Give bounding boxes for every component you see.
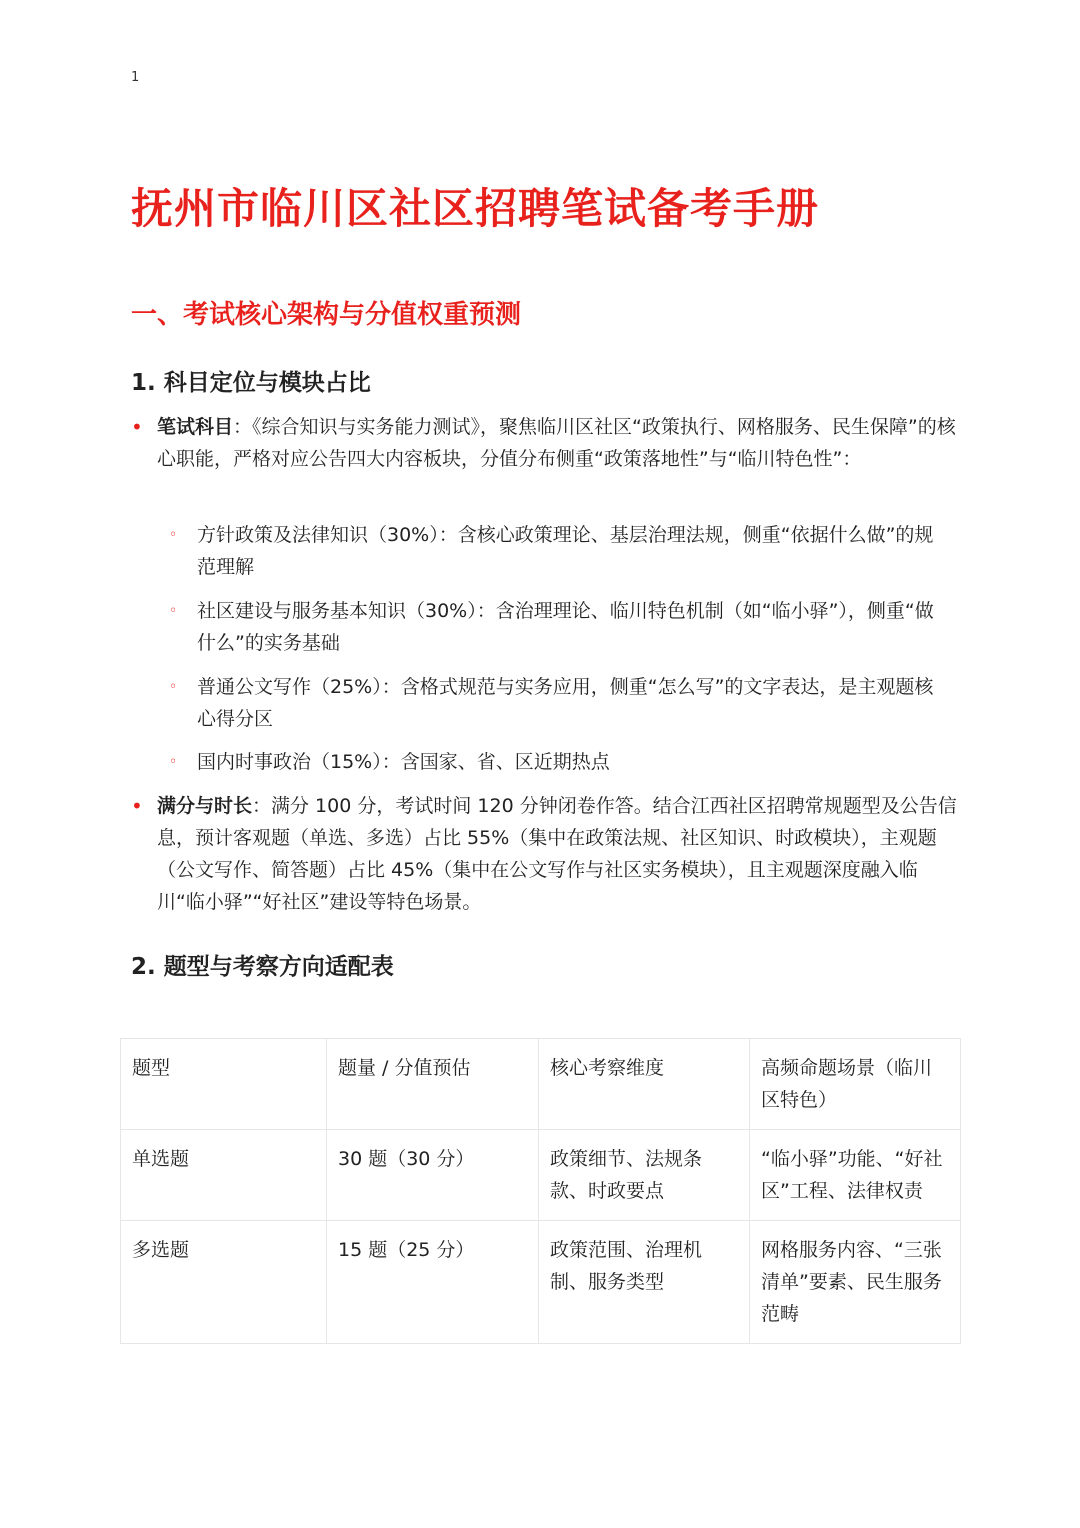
table-cell: 政策细节、法规条款、时政要点 [539,1130,750,1221]
bullet-dot-icon: • [131,794,143,818]
list-item: 国内时事政治（15%）：含国家、省、区近期热点 [197,751,610,773]
bullet-text: ：《综合知识与实务能力测试》，聚焦临川区社区“政策执行、网格服务、民生保障”的核心职能，严格对应公告四大内容板块，分值分布侧重“政策落地性”与“临川特色性”： [157,416,956,470]
table-header-cell: 高频命题场景（临川区特色） [750,1039,961,1130]
bullet-label: 满分与时长 [157,795,253,817]
question-type-table [120,1038,961,1344]
table-cell: 30 题（30 分） [327,1130,539,1221]
table-cell: 网格服务内容、“三张清单”要素、民生服务范畴 [750,1221,961,1344]
sub-bullet-circle-icon: ◦ [169,754,178,770]
sub-bullet-circle-icon: ◦ [169,527,178,543]
table-header-cell: 题量 / 分值预估 [327,1039,539,1130]
bullet-score-duration [157,790,957,918]
bullet-exam-subject [157,411,957,475]
table-header-row [121,1039,961,1130]
table-cell: 多选题 [121,1221,327,1344]
bullet-dot-icon: • [131,415,143,439]
table-cell: 单选题 [121,1130,327,1221]
table-cell: 政策范围、治理机制、服务类型 [539,1221,750,1344]
subsection-heading-module-ratio: 1. 科目定位与模块占比 [131,370,371,396]
document-title: 抚州市临川区社区招聘笔试备考手册 [131,184,820,233]
list-item: 方针政策及法律知识（30%）：含核心政策理论、基层治理法规，侧重“依据什么做”的规范理解 [197,524,934,578]
sub-bullet-circle-icon: ◦ [169,603,178,619]
page-number: 1 [131,70,140,85]
table-cell: 15 题（25 分） [327,1221,539,1344]
list-item: 社区建设与服务基本知识（30%）：含治理理论、临川特色机制（如“临小驿”），侧重“做什么”的实务基础 [197,600,934,654]
sub-bullet-circle-icon: ◦ [169,679,178,695]
table-header-cell: 题型 [121,1039,327,1130]
list-item: 普通公文写作（25%）：含格式规范与实务应用，侧重“怎么写”的文字表达，是主观题核心得分区 [197,676,934,730]
table-row [121,1221,961,1344]
table-row [121,1130,961,1221]
section-heading: 一、考试核心架构与分值权重预测 [131,300,522,330]
bullet-text: ：满分 100 分，考试时间 120 分钟闭卷作答。结合江西社区招聘常规题型及公告信息，预计客观题（单选、多选）占比 55%（集中在政策法规、社区知识、时政模块），主观题（公文写作、简答题）占比 45%（集中在公文写作与社区实务模块），且主观题深度融入临川“临小驿”“好社区”建设等特色场景。 [157,795,957,913]
subsection-heading-question-types: 2. 题型与考察方向适配表 [131,954,394,980]
table-header-cell: 核心考察维度 [539,1039,750,1130]
bullet-label: 笔试科目 [157,416,234,438]
table-cell: “临小驿”功能、“好社区”工程、法律权责 [750,1130,961,1221]
